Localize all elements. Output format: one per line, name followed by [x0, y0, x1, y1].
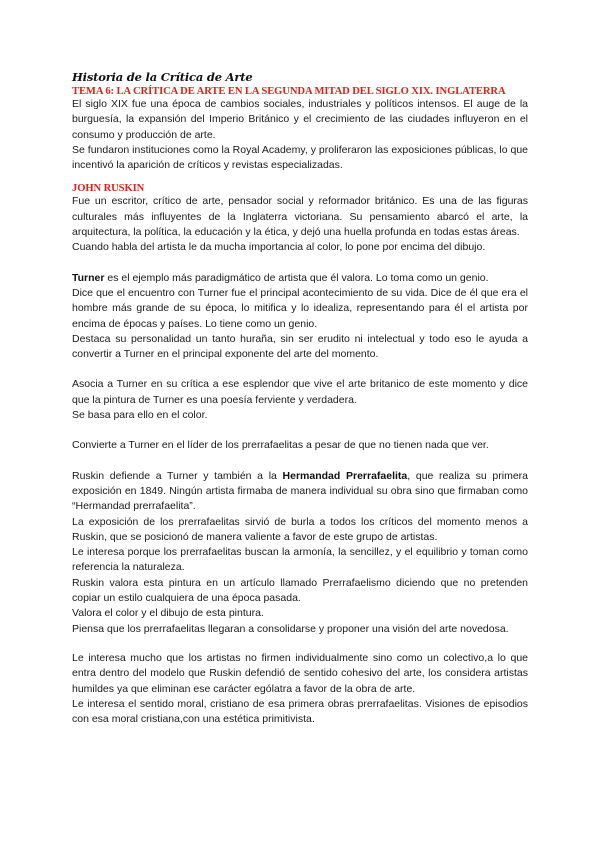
ruskin-paragraph-2: Cuando habla del artista le da mucha importancia al color, lo pone por encima del dibujo.	[72, 241, 486, 254]
final-paragraph-2: Le interesa el sentido moral, cristiano de esa primera obras prerrafaelitas. Visiones de episodios con esa moral cristiana,con una estética primitivista.	[72, 697, 528, 726]
asocia-paragraph-1: Asocia a Turner en su crítica a ese esplendor que vive el arte britanico de este momento y dice que la pintura de Turner es una poesía ferviente y verdadera.	[72, 378, 528, 406]
intro-paragraph-1: El siglo XIX fue una época de cambios sociales, industriales y políticos intensos. El auge de la burguesía, la expansión del Imperio Británico y el crecimiento de las ciudades influyeron en el consumo y producción de arte.	[72, 98, 528, 141]
ruskin-paragraph-1: Fue un escritor, crítico de arte, pensador social y reformador británico. Es una de las figuras culturales más influyentes de la Inglaterra victoriana. Su pensamiento abarcó el arte, la arquitectura, la política, la educación y la ética, y dejó una huella profunda en todas estas áreas.	[72, 195, 528, 239]
prerrafaelitas-paragraph-2: Le interesa porque los prerrafaelitas buscan la armonía, la sencillez, y el equilibrio y toman como referencia la naturaleza.	[72, 546, 528, 574]
prerrafaelitas-paragraph-4: Valora el color y el dibujo de esta pintura.	[72, 607, 264, 620]
prerrafaelitas-paragraph-5: Piensa que los prerrafaelitas llegaran a consolidarse y proponer una visión del arte novedosa.	[72, 622, 509, 635]
ruskin-heading: JOHN RUSKIN	[72, 183, 145, 195]
final-paragraph-1: Le interesa mucho que los artistas no firmen individualmente sino como un colectivo,a lo que entra dentro del modelo que Ruskin defendió de sentido cohesivo del arte, los considera artistas humildes ya que eliminan ese carácter ególatra a favor de la obra de arte.	[72, 651, 528, 695]
hermandad-bold: Hermandad Prerrafaelita	[282, 469, 408, 482]
hermandad-paragraph	[72, 469, 528, 515]
turner-paragraph-2: Destaca su personalidad un tanto huraña, sin ser erudito ni intelectual y todo eso le ayuda a convertir a Turner en el principal exponente del arte del momento.	[72, 332, 528, 361]
turner-bold: Turner	[72, 271, 105, 284]
asocia-paragraph-2: Se basa para ello en el color.	[72, 409, 208, 422]
prerrafaelitas-paragraph-1: La exposición de los prerrafaelitas sirvió de burla a todos los críticos del momento menos a Ruskin, que se posicionó de manera valiente a favor de este grupo de artistas.	[72, 515, 528, 543]
turner-intro-paragraph	[72, 271, 528, 286]
document-page	[72, 70, 528, 727]
course-title: Historia de la Crítica de Arte	[72, 70, 253, 84]
hermandad-post: , que realiza su primera exposición en 1849. Ningún artista firmaba de manera individual su obra sino que firmaban como “Hermandad prerrafaelita”.	[72, 469, 529, 513]
hermandad-pre: Ruskin defiende a Turner y también a la	[72, 469, 283, 482]
turner-paragraph-1: Dice que el encuentro con Turner fue el principal acontecimiento de su vida. Dice de él que era el hombre más grande de su época, lo mitifica y lo idealiza, representando para él el artista por encima de épocas y países. Lo tiene como un genio.	[72, 286, 528, 330]
intro-paragraph-2: Se fundaron instituciones como la Royal Academy, y proliferaron las exposiciones públicas, lo que incentivó la aparición de críticos y revistas especializadas.	[72, 143, 528, 172]
tema-heading: TEMA 6: LA CRÍTICA DE ARTE EN LA SEGUNDA MITAD DEL SIGLO XIX. INGLATERRA	[72, 86, 506, 97]
convierte-paragraph: Convierte a Turner en el líder de los prerrafaelitas a pesar de que no tienen nada que ver.	[72, 439, 489, 452]
prerrafaelitas-paragraph-3: Ruskin valora esta pintura en un artículo llamado Prerrafaelismo diciendo que no pretenden copiar un estilo cualquiera de una época pasada.	[72, 576, 528, 605]
turner-rest: es el ejemplo más paradigmático de artista que él valora. Lo toma como un genio.	[104, 271, 489, 284]
